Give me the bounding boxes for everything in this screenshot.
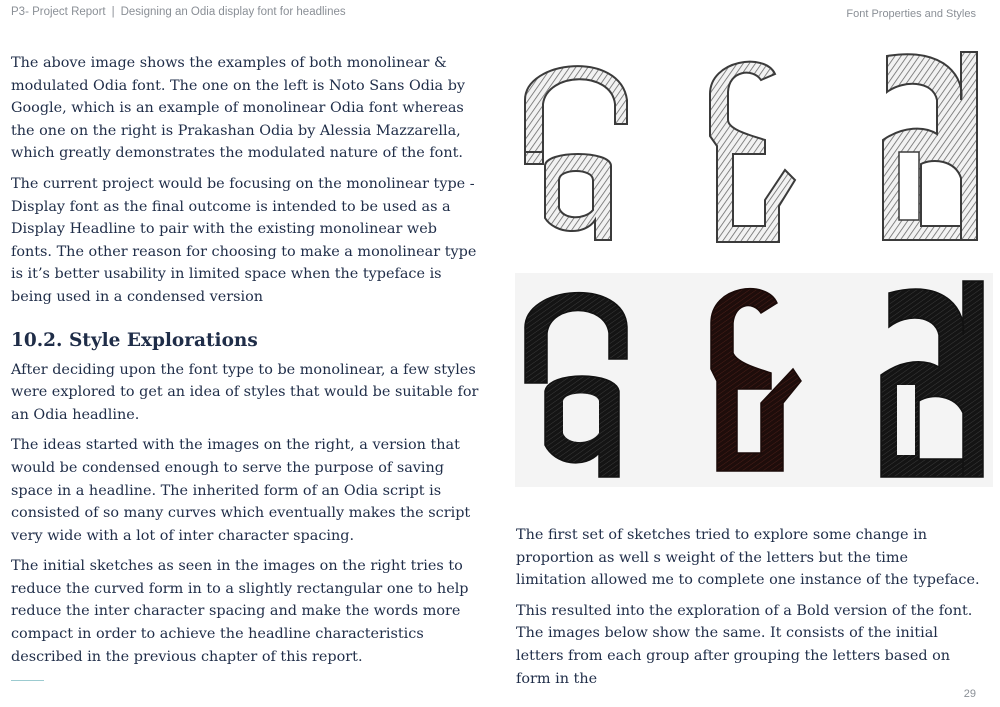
sketch-glyph-1 [525,66,627,240]
sketch-glyph-3 [883,52,977,240]
header-separator: | [111,6,115,18]
paragraph-style-intro: After deciding upon the font type to be monolinear, a few styles were explored to get an idea of styles that would be suitable for an Odia headline. [11,361,479,423]
left-text-column [11,52,481,676]
right-text-column [516,524,981,698]
paragraph-bold-version: This resulted into the exploration of a Bold version of the font. The images below show the same. It consists of the initial letters from each group after grouping the letters based on form in the [516,602,973,687]
pencil-outline-sketch-icon [515,40,993,260]
paragraph-first-sketches: The first set of sketches tried to explore some change in proportion as well s weight of the letters but the time limitation allowed me to complete one instance of the typeface. [516,527,980,589]
paragraph-monolinear-focus: The current project would be focusing on the monolinear type - Display font as the final outcome is intended to be used as a Display Headline to pair with the existing monolinear web fonts. The other reason for choosing to make a monolinear type is it’s better usability in limited space when the typeface is being used in a condensed version [11,175,477,305]
report-label: P3- Project Report [11,6,106,18]
document-title: Designing an Odia display font for headlines [120,6,346,18]
ink-glyph-1 [525,293,627,477]
section-heading: 10.2. Style Explorations [11,329,258,351]
paragraph-condensed-ideas: The ideas started with the images on the right, a version that would be condensed enough to serve the purpose of saving space in a headline. The inherited form of an Odia script is consisted of so many curves which eventually makes the script very wide with a lot of inter character spacing. [11,437,471,544]
section-title: Font Properties and Styles [846,8,976,20]
footer-divider [11,680,44,681]
sketch-glyph-2 [710,62,795,242]
paragraph-font-examples: The above image shows the examples of both monolinear & modulated Odia font. The one on the left is Noto Sans Odia by Google, which is an example of monolinear Odia font whereas the one on the right is Prakashan Odia by Alessia Mazzarella, which greatly demonstrates the modulated nature of the font. [11,55,466,162]
ink-glyph-3 [881,281,983,477]
page-number: 29 [963,688,976,700]
running-header [11,6,346,18]
ink-bold-sketch-icon [515,273,993,487]
ink-glyph-2 [711,289,801,471]
paragraph-initial-sketches: The initial sketches as seen in the images on the right tries to reduce the curved form in to a slightly rectangular one to help reduce the inter character spacing and make the words more compact in order to achieve the headline characteristics described in the previous chapter of this report. [11,558,469,665]
